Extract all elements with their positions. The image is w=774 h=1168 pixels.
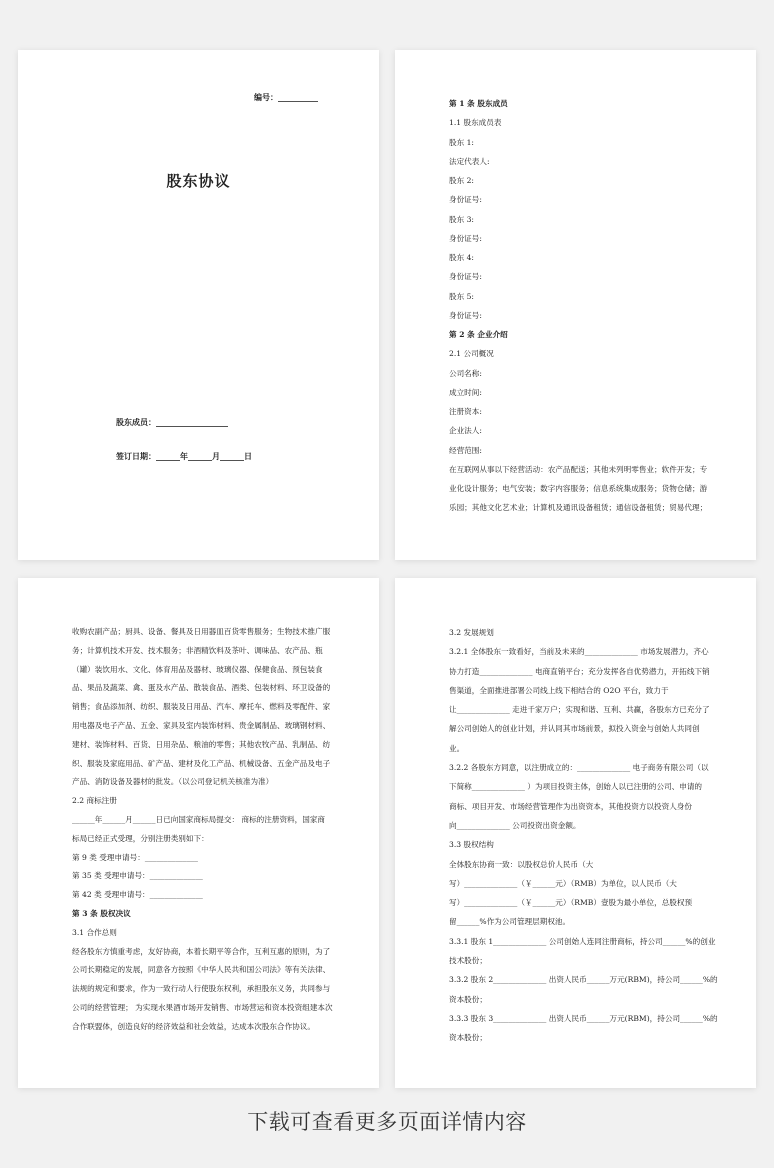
text-line: 解公司创始人的创业计划，并认同其市场前景，拟投入资金与创始人共同创 [449, 724, 700, 734]
text-line: 股东 3: [449, 214, 474, 224]
text-line: 3.3.3 股东 3______________ 出资人民币______万元(RBM)，持公司______%的 [449, 1013, 718, 1023]
text-line: 下简称______________ ）为项目投资主体，创始人以已注册的公司、申请的 [449, 782, 703, 792]
text-line: 收购农副产品；厨具、设备、餐具及日用器皿百货零售服务；生物技术推广服 [72, 627, 331, 636]
text-line: 技术股份； [449, 956, 487, 966]
text-line: 全体股东协商一致：以股权总价人民币（大 [449, 859, 594, 869]
text-line: 品、果品及蔬菜、禽、蛋及水产品、散装食品、酒类、包装材料、环卫设备的 [72, 683, 331, 693]
text-line: 3.3.2 股东 2______________ 出资人民币______万元(RBM)，持公司______%的 [449, 975, 718, 985]
section-heading: 第 3 条 股权决议 [72, 908, 131, 918]
text-line: 第 9 类 受理申请号：______________ [72, 852, 198, 862]
page-2-text [449, 94, 739, 518]
text-line: 身份证号: [449, 272, 482, 282]
text-line: 公司名称: [449, 368, 482, 378]
text-line: 资本股份； [449, 994, 487, 1004]
download-more-caption: 下载可查看更多页面详情内容 [247, 1110, 527, 1134]
document-page-cover [18, 50, 379, 560]
text-line: 股东 4: [449, 253, 474, 262]
signing-date-field: 签订日期：______年______月______日 [116, 451, 252, 461]
text-line: 身份证号: [449, 195, 482, 205]
text-line: 3.3 股权结构 [449, 840, 494, 850]
text-line: 经营范围: [449, 445, 482, 455]
text-line: 写）______________（￥______元）（RMB）为单位，以人民币（大 [449, 878, 677, 888]
text-line: 写）______________（￥______元）（RMB）壹股为最小单位，总股权预 [449, 898, 693, 908]
text-line: 1.1 股东成员表 [449, 118, 502, 128]
text-line: 业化设计服务；电气安装；数字内容服务；信息系统集成服务；货物仓储；游 [449, 484, 708, 493]
text-line: 在互联网从事以下经营活动：农产品配送；其他未列明零售业；软件开发；专 [449, 464, 708, 474]
text-line: 销售；食品添加剂、纺织、服装及日用品、汽车、摩托车、燃料及零配件、家 [72, 702, 331, 712]
text-line: 经各股东方慎重考虑，友好协商，本着长期平等合作，互利互惠的原则，为了 [72, 946, 331, 956]
text-line: 3.2 发展规划 [449, 628, 494, 637]
text-line: ______年______月______日已向国家商标局提交： 商标的注册资料，国家商 [72, 814, 326, 824]
text-line: 商标、项目开发、市场经营管理作为出资资本，其他投资方以投资人身份 [449, 801, 692, 811]
text-line: 股东 1: [449, 137, 474, 147]
section-heading: 第 2 条 企业介绍 [449, 330, 508, 339]
section-heading: 第 1 条 股东成员 [449, 99, 508, 108]
document-page-2 [395, 50, 756, 560]
text-line: 第 42 类 受理申请号：______________ [72, 890, 203, 900]
text-line: 织、服装及家庭用品、矿产品、建材及化工产品、机械设备、五金产品及电子 [72, 758, 331, 768]
text-line: 3.2.1 全体股东一致看好，当前及未来的______________ 市场发展潜力，齐心 [449, 647, 709, 657]
text-line: 建材、装饰材料、百货、日用杂品、粮油的零售；其他农牧产品、乳制品、纺 [72, 739, 331, 749]
text-line: 注册资本: [449, 407, 482, 416]
text-line: 乐园；其他文化艺术业；计算机及通讯设备租赁；通信设备租赁；贸易代理； [449, 503, 708, 513]
document-number-field: 编号：__________ [254, 92, 318, 102]
text-line: 企业法人: [449, 426, 482, 436]
text-line: 用电器及电子产品、五金、家具及室内装饰材料、贵金属制品、玻璃钢材料、 [72, 720, 331, 730]
text-line: 成立时间: [449, 387, 482, 397]
text-line: 标局已经正式受理，分别注册类别如下： [72, 833, 209, 843]
document-title: 股东协议 [166, 172, 231, 190]
text-line: 协力打造______________ 电商直销平台；充分发挥各自优势潜力，开拓线下销 [449, 666, 710, 676]
text-line: 第 35 类 受理申请号：______________ [72, 871, 203, 881]
text-line: 身份证号: [449, 310, 482, 320]
text-line: 股东 2: [449, 176, 474, 185]
text-line: 公司的经营管理； 为实现水果酒市场开发销售、市场营运和资本投资组建本次 [72, 1002, 333, 1012]
text-line: 法定代表人: [449, 156, 490, 166]
text-line: 业。 [449, 743, 465, 753]
text-line: 3.2.2 各股东方同意，以注册成立的：______________ 电子商务有限公司（以 [449, 763, 709, 773]
text-line: 让______________ 走进千家万户；实现和谐、互利、共赢，各股东方已充分了 [449, 705, 710, 715]
page-3-text [72, 623, 333, 1037]
document-page-4 [395, 578, 756, 1088]
text-line: 身份证号: [449, 233, 482, 243]
shareholder-members-field: 股东成员：__________________ [116, 417, 228, 427]
text-line: 公司长期稳定的发展，同意各方按照《中华人民共和国公司法》等有关法律、 [72, 965, 331, 975]
text-line: 合作联盟体，创造良好的经济效益和社会效益，达成本次股东合作协议。 [72, 1021, 315, 1031]
text-line: 务；计算机技术开发、技术服务；非酒精饮料及茶叶、调味品、农产品、瓶 [72, 645, 323, 655]
text-line: 向______________ 公司投资出资金额。 [449, 820, 581, 830]
text-line: 2.1 公司概况 [449, 349, 494, 359]
text-line: （罐）装饮用水、文化、体育用品及器材、玻璃仪器、保健食品、预包装食 [72, 664, 323, 674]
document-page-3 [18, 578, 379, 1088]
text-line: 2.2 商标注册 [72, 796, 117, 806]
text-line: 股东 5: [449, 291, 474, 301]
text-line: 3.3.1 股东 1______________ 公司创始人连同注册商标，持公司______%的创业 [449, 936, 716, 946]
text-line: 资本股份； [449, 1033, 487, 1043]
page-4-text [449, 623, 718, 1048]
text-line: 留______%作为公司管理层期权池。 [449, 917, 571, 927]
text-line: 法规的规定和要求，作为一致行动人行使股东权利，承担股东义务，共同参与 [72, 984, 331, 994]
text-line: 3.1 合作总则 [72, 927, 117, 937]
text-line: 售渠道，全面推进部署公司线上线下相结合的 O2O 平台，致力于 [449, 685, 669, 695]
text-line: 产品、消防设备及器材的批发。（以公司登记机关核准为准） [72, 777, 274, 787]
